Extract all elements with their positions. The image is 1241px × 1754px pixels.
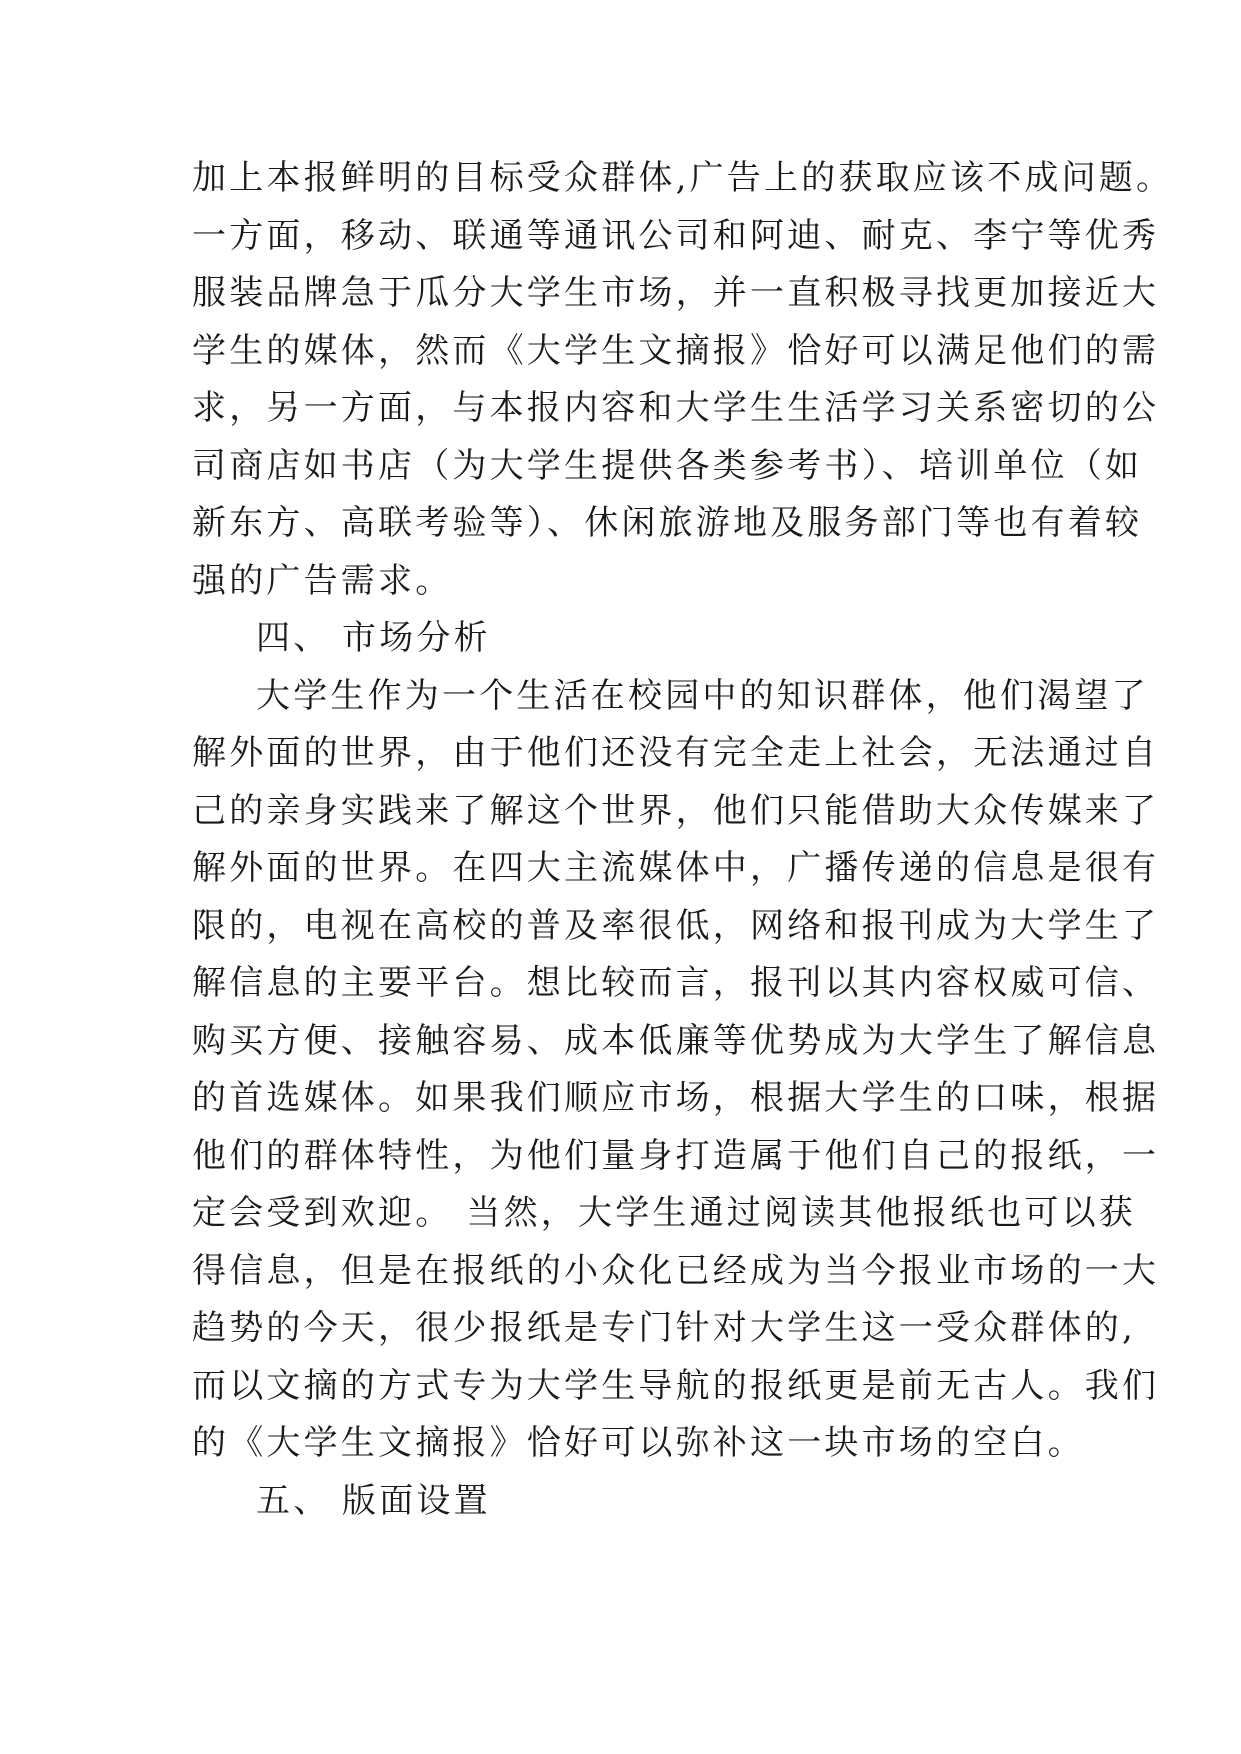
- paragraph-line: 新东方、高联考验等）、休闲旅游地及服务部门等也有着较: [192, 503, 1143, 543]
- section-heading-layout-setup: [192, 1473, 1122, 1531]
- paragraph-line: 的《大学生文摘报》恰好可以弥补这一块市场的空白。: [192, 1423, 1085, 1463]
- paragraph-line: 加上本报鲜明的目标受众群体,广告上的获取应该不成问题。: [192, 158, 1174, 198]
- paragraph-line: 限的，电视在高校的普及率很低，网络和报刊成为大学生了: [192, 905, 1160, 946]
- paragraph-line: 的首选媒体。如果我们顺应市场，根据大学生的口味，根据: [192, 1078, 1160, 1118]
- paragraph-line: 得信息，但是在报纸的小众化已经成为当今报业市场的一大: [192, 1250, 1160, 1291]
- paragraph-line: 己的亲身实践来了解这个世界，他们只能借助大众传媒来了: [192, 790, 1160, 831]
- paragraph-line: 他们的群体特性，为他们量身打造属于他们自己的报纸，一: [192, 1135, 1160, 1176]
- document-body: [192, 150, 1174, 1530]
- section-title: 市场分析: [342, 618, 491, 658]
- paragraph-line: 求，另一方面，与本报内容和大学生生活学习关系密切的公: [192, 388, 1160, 428]
- paragraph-line: 解外面的世界，由于他们还没有完全走上社会，无法通过自: [192, 733, 1160, 773]
- paragraph-line: 司商店如书店（为大学生提供各类参考书）、培训单位（如: [192, 445, 1143, 486]
- paragraph-line: 一方面，移动、联通等通讯公司和阿迪、耐克、李宁等优秀: [192, 215, 1160, 256]
- paragraph-line: 购买方便、接触容易、成本低廉等优势成为大学生了解信息: [192, 1020, 1160, 1061]
- section-number: 四、: [256, 618, 331, 658]
- paragraph-line: 趋势的今天，很少报纸是专门针对大学生这一受众群体的,: [192, 1308, 1137, 1348]
- section-heading-market-analysis: [192, 610, 1122, 668]
- paragraph-line: 强的广告需求。: [192, 560, 453, 601]
- paragraph-line: 定会受到欢迎。 当然，大学生通过阅读其他报纸也可以获: [192, 1193, 1137, 1233]
- paragraph-line: 大学生作为一个生活在校园中的知识群体，他们渴望了: [256, 675, 1149, 716]
- paragraph-line: 解信息的主要平台。想比较而言，报刊以其内容权威可信、: [192, 963, 1160, 1003]
- section-title: 版面设置: [342, 1480, 491, 1521]
- paragraph-line: 服装品牌急于瓜分大学生市场，并一直积极寻找更加接近大: [192, 273, 1160, 313]
- paragraph-line: 而以文摘的方式专为大学生导航的报纸更是前无古人。我们: [192, 1365, 1160, 1406]
- paragraph-line: 解外面的世界。在四大主流媒体中，广播传递的信息是很有: [192, 848, 1160, 888]
- section-number: 五、: [256, 1480, 331, 1521]
- paragraph-line: 学生的媒体，然而《大学生文摘报》恰好可以满足他们的需: [192, 330, 1160, 371]
